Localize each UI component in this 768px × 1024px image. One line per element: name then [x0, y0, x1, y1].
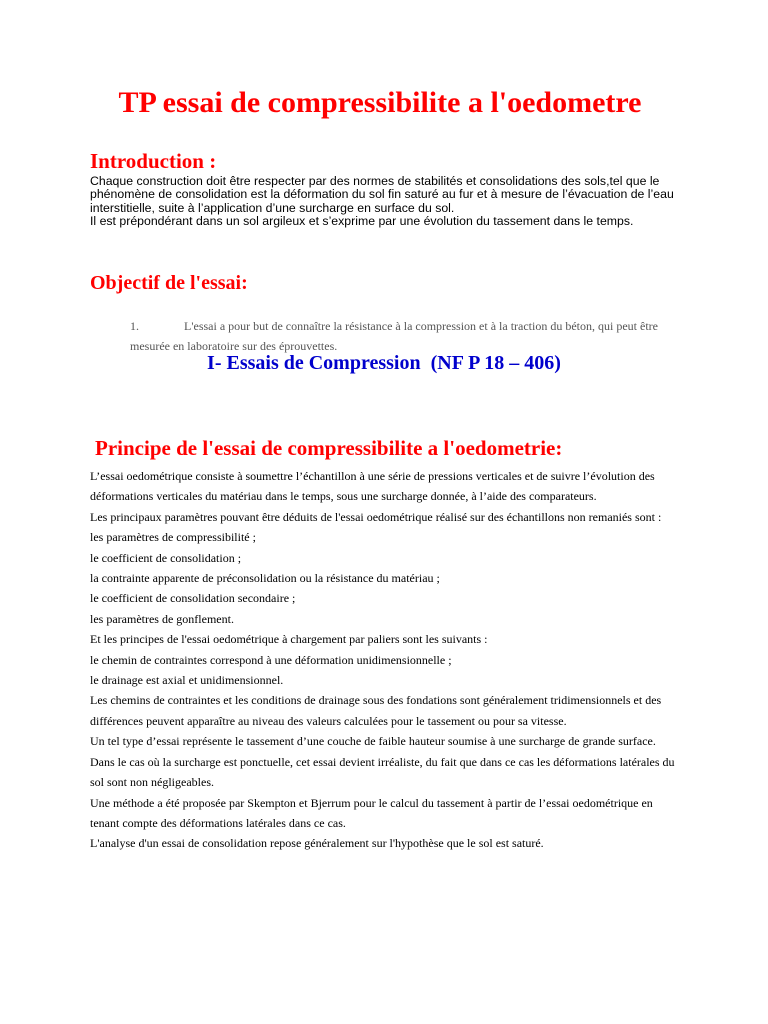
- principe-paragraph: le coefficient de consolidation secondaire ;: [90, 591, 296, 606]
- principe-paragraph: L'analyse d'un essai de consolidation repose généralement sur l'hypothèse que le sol est saturé.: [90, 836, 544, 851]
- principe-paragraph: Une méthode a été proposée par Skempton et Bjerrum pour le calcul du tassement à partir de l’essai oedométrique en tenant compte des déformations latérales dans ce cas.: [90, 795, 653, 830]
- list-number: 1.: [130, 319, 139, 333]
- objectif-list-item: [130, 316, 676, 356]
- page-title: TP essai de compressibilite a l'oedometre: [118, 86, 642, 119]
- compression-heading: I- Essais de Compression (NF P 18 – 406): [207, 352, 561, 374]
- introduction-paragraph: Il est prépondérant dans un sol argileux et s’exprime par une évolution du tassement dans le temps.: [90, 214, 634, 229]
- principe-paragraph: Les principaux paramètres pouvant être déduits de l'essai oedométrique réalisé sur des échantillons non remaniés sont :: [90, 509, 662, 524]
- principe-paragraph: L’essai oedométrique consiste à soumettre l’échantillon à une série de pressions verticales et de suivre l’évolution des déformations verticales du matériau dans le temps, sous une surcharge donnée, à l’aide des comparateurs.: [90, 469, 655, 504]
- principe-paragraph: la contrainte apparente de préconsolidation ou la résistance du matériau ;: [90, 571, 440, 586]
- principe-text: [90, 466, 680, 854]
- introduction-text: [90, 175, 690, 229]
- principe-paragraph: le drainage est axial et unidimensionnel.: [90, 673, 284, 688]
- objectif-heading: Objectif de l'essai:: [90, 272, 248, 294]
- principe-heading: Principe de l'essai de compressibilite a l'oedometrie:: [95, 436, 563, 460]
- principe-paragraph: Et les principes de l'essai oedométrique à chargement par paliers sont les suivants :: [90, 632, 488, 647]
- principe-paragraph: Les chemins de contraintes et les conditions de drainage sous des fondations sont généralement tridimensionnels et des différences peuvent apparaître au niveau des valeurs calculées pour le tassement ou pour sa vitesse.: [90, 693, 662, 728]
- introduction-paragraph: Chaque construction doit être respecter par des normes de stabilités et consolidations des sols,tel que le phénomène de consolidation est la déformation du sol fin saturé au fur et à mesure de l’évacuation de l’eau interstitielle, suite à l’application d’une surcharge en surface du sol.: [90, 174, 674, 215]
- principe-paragraph: les paramètres de gonflement.: [90, 611, 234, 626]
- principe-paragraph: le coefficient de consolidation ;: [90, 550, 242, 565]
- principe-paragraph: Un tel type d’essai représente le tassement d’une couche de faible hauteur soumise à une surcharge de grande surface.: [90, 734, 656, 749]
- principe-paragraph: le chemin de contraintes correspond à une déformation unidimensionnelle ;: [90, 652, 452, 667]
- principe-paragraph: Dans le cas où la surcharge est ponctuelle, cet essai devient irréaliste, du fait que dans ce cas les déformations latérales du sol sont non négligeables.: [90, 754, 675, 790]
- principe-paragraph: les paramètres de compressibilité ;: [90, 530, 256, 545]
- introduction-heading: Introduction :: [90, 149, 217, 173]
- objectif-item-text: L'essai a pour but de connaître la résistance à la compression et à la traction du béton, qui peut être mesurée en laboratoire sur des éprouvettes.: [130, 319, 658, 353]
